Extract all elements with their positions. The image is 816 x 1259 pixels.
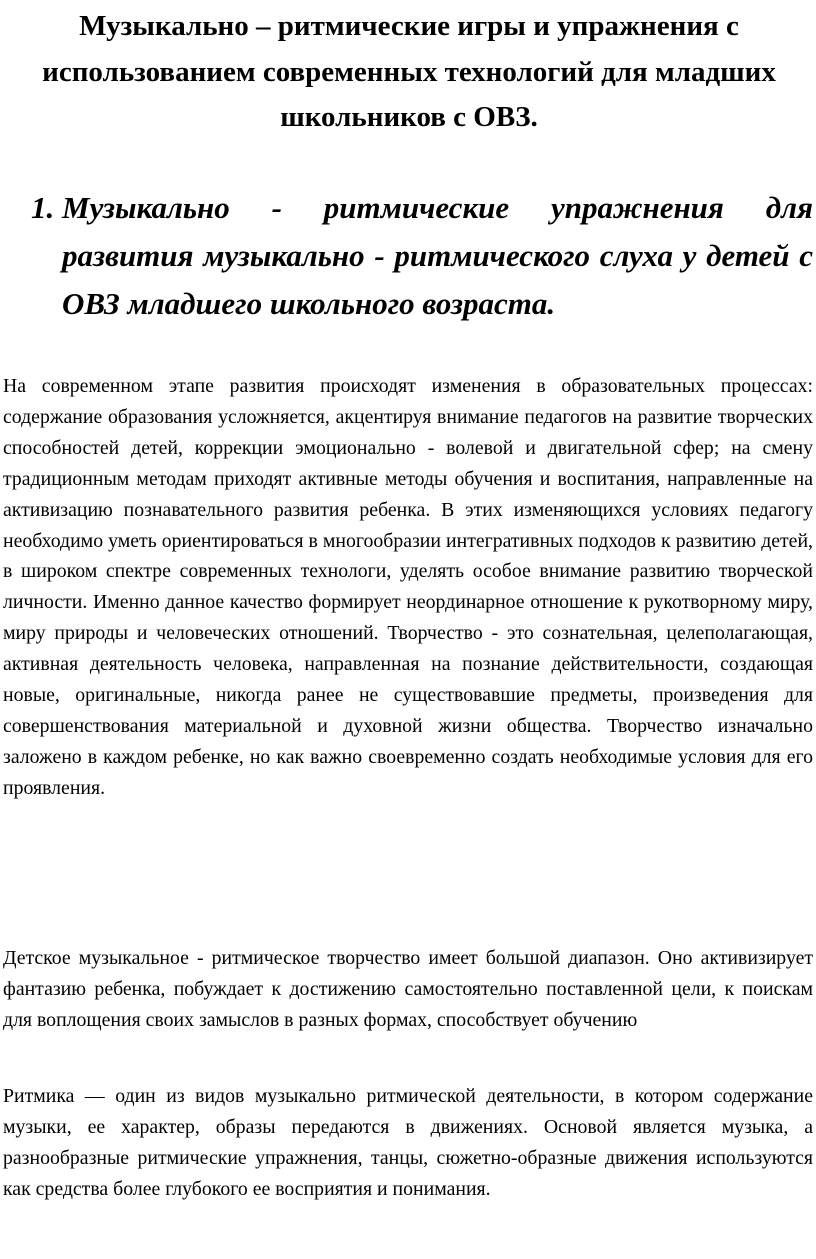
section-number: 1.: [31, 190, 55, 225]
paragraph: Детское музыкальное - ритмическое творчество имеет большой диапазон. Оно активизирует фантазию ребенка, побуждает к достижению самостоятельно поставленной цели, к поискам для воплощения своих замыслов в разных формах, способствует обучению: [3, 947, 813, 1031]
section-heading-text: Музыкально - ритмические упражнения для развития музыкально - ритмического слуха у детей с ОВЗ младшего школьного возраста.: [62, 190, 813, 321]
paragraph: Ритмика — один из видов музыкально ритмической деятельности, в котором содержание музыки, ее характер, образы передаются в движениях. Основой является музыка, а разнообразные ритмические упражнения, танцы, сюжетно-образные движения используются как средства более глубокого ее восприятия и понимания.: [3, 1085, 813, 1200]
paragraph: На современном этапе развития происходят изменения в образовательных процессах: содержание образования усложняется, акцентируя внимание педагогов на развитие творческих способностей детей, коррекции эмоционально - волевой и двигательной сфер; на смену традиционным методам приходят активные методы обучения и воспитания, направленные на активизацию познавательного развития ребенка. В этих изменяющихся условиях педагогу необходимо уметь ориентироваться в многообразии интегративных подходов к развитию детей, в широком спектре современных технологи, уделять особое внимание развитию творческой личности. Именно данное качество формирует неординарное отношение к рукотворному миру, миру природы и человеческих отношений. Творчество - это сознательная, целеполагающая, активная деятельность человека, направленная на познание действительности, создающая новые, оригинальные, никогда ранее не существовавшие предметы, произведения для совершенствования материальной и духовной жизни общества. Творчество изначально заложено в каждом ребенке, но как важно своевременно создать необходимые условия для его проявления.: [3, 375, 813, 799]
section-heading: [31, 184, 813, 328]
document-title: Музыкально – ритмические игры и упражнения с использованием современных технологий для младших школьников с ОВЗ.: [42, 10, 776, 133]
